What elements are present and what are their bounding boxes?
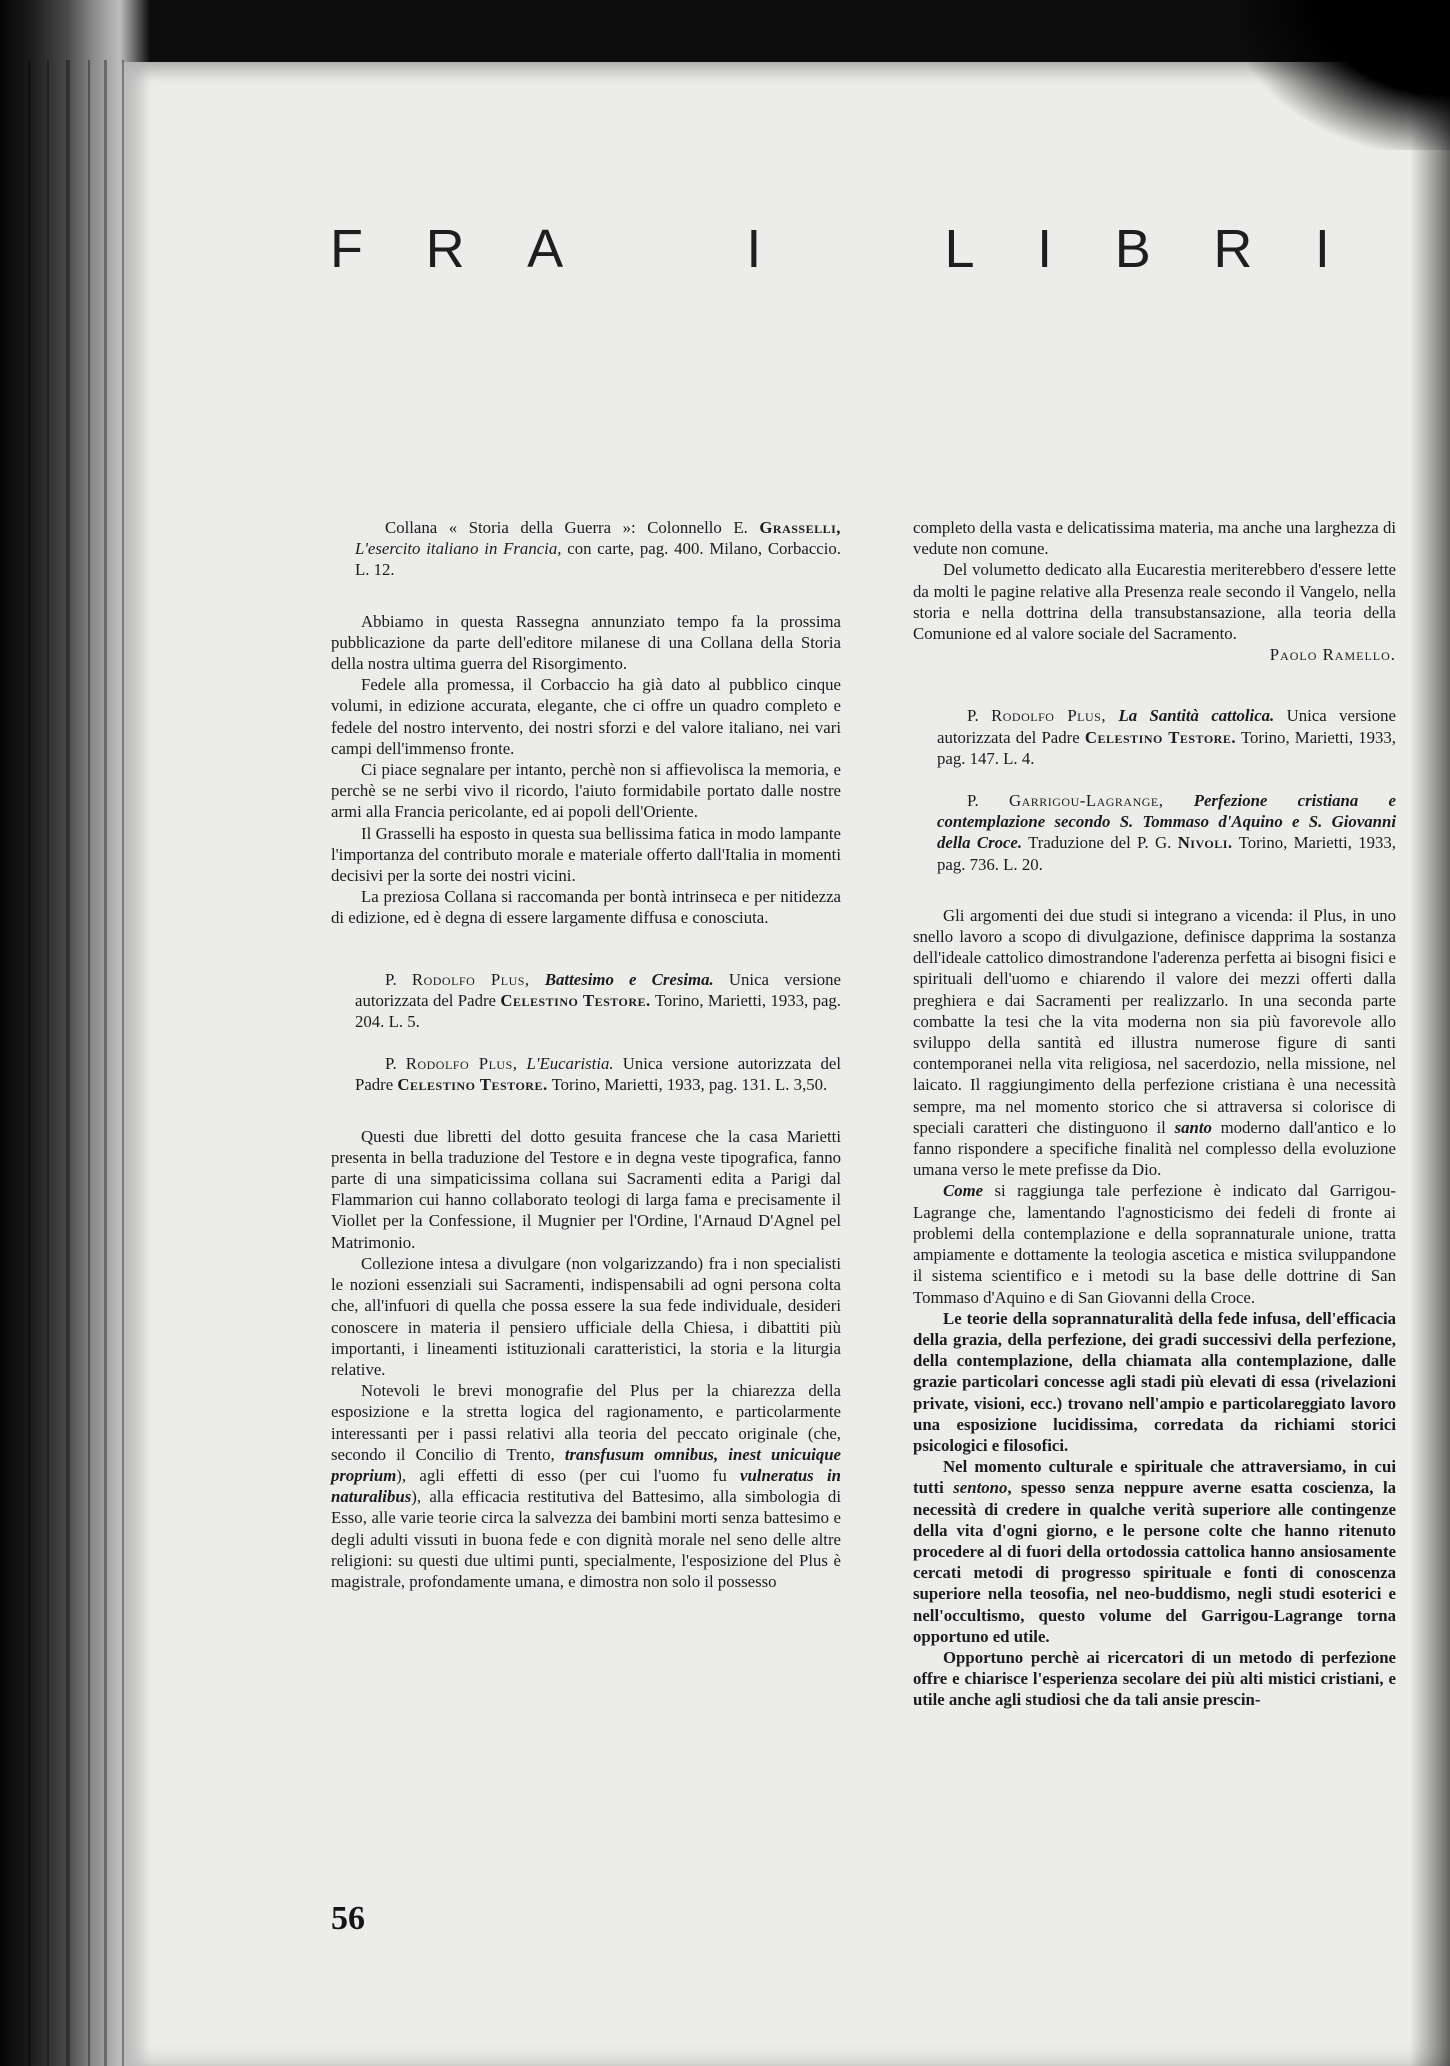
italic-word: Come [943, 1181, 984, 1201]
para-text: si raggiunga tale perfezione è indicato dal Garrigou-Lagrange che, lamentando l'agnosticismo dei fedeli di fronte ai problemi della contemplazione e della soprannaturale unione, tratta ampiamente e dottamente la teologia ascetica e mistica sviluppandone il sistema scientifico e i metodi su la base delle dottrine di San Tommaso d'Aquino e di San Giovanni della Croce. [913, 1181, 1397, 1307]
section-title [330, 218, 1330, 280]
para-text: Nel momento culturale e spirituale che attraversiamo, in cui tutti [913, 1457, 1396, 1498]
right-column [913, 517, 1396, 1711]
review-paragraph: Abbiamo in questa Rassegna annunziato tempo fa la prossima pubblicazione da parte dell'editore milanese di una Collana della Storia della nostra ultima guerra del Risorgimento. [331, 611, 841, 674]
ref-translator: Celestino Testore. [397, 1075, 548, 1095]
ref-details: Torino, Marietti, 1933, pag. 147. L. 4. [937, 727, 1396, 768]
ref-details: Torino, Marietti, 1933, pag. 736. L. 20. [937, 833, 1396, 874]
review-paragraph: Questi due libretti del dotto gesuita francese che la casa Marietti presenta in bella traduzione del Testore e in degna veste tipografica, fanno parte di una simpaticissima collana sui Sacramenti edita a Parigi dal Flammarion cui hanno collaborato teologi di larga fama e precisamente il Viollet per la Confessione, il Mugnier per l'Ordine, l'Arnaud D'Agnel pel Matrimonio. [331, 1126, 841, 1252]
book-reference [331, 517, 841, 581]
ref-title: L'Eucaristia. [526, 1054, 614, 1074]
ref-text: Unica versione autorizzata del Padre [937, 706, 1396, 747]
latin-quote: transfusum omnibus, inest unicuique proprium [331, 1444, 841, 1485]
para-text: moderno dall'antico e lo fanno rispondere a specifiche finalità nel complesso della evoluzione umana verso le mete prefisse da Dio. [913, 1117, 1397, 1180]
review-paragraph: Collezione intesa a divulgare (non volgarizzando) fra i non specialisti le nozioni essenziali sui Sacramenti, indispensabili ad ogni persona colta che, all'infuori di quella che possa essere la sua fede individuale, desideri conoscere in materia il pensiero ufficiale della Chiesa, i dibattiti più importanti, i lineamenti istituzionali caratteristici, la storia e la liturgia relative. [331, 1253, 841, 1379]
review-paragraph: Fedele alla promessa, il Corbaccio ha già dato al pubblico cinque volumi, in edizione accurata, elegante, che ci offre un quadro completo e fedele del nostro intervento, dei nostri sforzi e del valore italiano, nei vari campi dell'immenso fronte. [331, 675, 841, 758]
right-edge-shadow [1410, 60, 1450, 2066]
ref-details: Torino, Marietti, 1933, pag. 204. L. 5. [355, 990, 841, 1032]
title-letter: F [330, 219, 363, 279]
page-number: 56 [331, 1900, 365, 1937]
para-text: Notevoli le brevi monografie del Plus per la chiarezza della esposizione e la stretta logica del ragionamento, e particolarmente interessanti per i passi relativi alla teoria del peccato originale (che, secondo il Concilio di Trento, [331, 1381, 841, 1464]
review-paragraph: Il Grasselli ha esposto in questa sua bellissima fatica in modo lampante l'importanza del contributo morale e materiale offerto dall'Italia in momenti decisivi per la sorte dei nostri vicini. [331, 823, 841, 886]
title-letter: R [1213, 219, 1253, 279]
review-paragraph: Le teorie della soprannaturalità della fede infusa, dell'efficacia della grazia, della perfezione, dei gradi successivi della perfezione, della contemplazione, della chiamata alla contemplazione, dalle grazie particolari concesse agli stadi più elevati di essa (rivelazioni private, visioni, ecc.) trovano nell'ampio e particolareggiato lavoro una esposizione lucidissima, corredata da richiami storici psicologici e filosofici. [913, 1308, 1396, 1455]
ref-author: Grasselli, [759, 518, 841, 537]
reviewer-signature: Paolo Ramello. [1269, 645, 1396, 665]
para-text: , spesso senza neppure averne esatta coscienza, la necessità di credere in qualche verità superiore alle contingenze della vita d'ogni giorno, e le persone colte che hanno ritenuto procedere al di fuori della ortodossia cattolica hanno ansiosamente cercati metodi di progresso spirituale e fonti di conoscenza superiore nella teosofia, nel neo-buddismo, negli studi esoterici e nell'occultismo, questo volume del Garrigou-Lagrange torna opportuno ed utile. [913, 1478, 1396, 1646]
book-binding-shadow [0, 0, 150, 2066]
review-paragraph: Opportuno perchè ai ricercatori di un metodo di perfezione offre e chiarisce l'esperienza secolare dei più alti mistici cristiani, e utile anche agli studiosi che da tali ansie prescin- [913, 1647, 1396, 1710]
ref-series: Collana « Storia della Guerra »: Colonnello E. [385, 518, 748, 537]
ref-text: Unica versione autorizzata del Padre [355, 1054, 842, 1095]
ref-title: L'esercito italiano in Francia, [355, 539, 562, 559]
ref-author: Rodolfo Plus, [405, 1054, 518, 1074]
review-paragraph: Ci piace segnalare per intanto, perchè non si affievolisca la memoria, e perchè se ne serbi vivo il ricordo, l'aiuto formidabile portato dalle nostre armi alla Francia pericolante, ed ai popoli dell'Oriente. [331, 760, 841, 822]
title-letter: I [746, 219, 762, 279]
review-paragraph [913, 905, 1396, 1181]
review-paragraph: Del volumetto dedicato alla Eucarestia meriterebbero d'essere lette da molti le pagine relative alla Presenza reale secondo il Vangelo, nella storia e nella dottrina della transubstansazione, alla teoria della Comunione ed al valore sociale del Sacramento. [913, 560, 1396, 644]
para-text: ), alla efficacia restitutiva del Battesimo, alla simbologia di Esso, alle varie teorie circa la salvezza dei bambini morti senza battesimo e degli adulti vissuti in buona fede e con dignità morale nel seno delle altre religioni: su questi due ultimi punti, specialmente, l'esposizione del Plus è magistrale, profondamente umana, e dimostra non solo il possesso [331, 1487, 841, 1591]
ref-text: Unica versione autorizzata del Padre [355, 969, 842, 1010]
book-reference [331, 1053, 841, 1095]
book-reference [913, 705, 1396, 769]
ref-details: Torino, Marietti, 1933, pag. 131. L. 3,50. [551, 1075, 828, 1095]
ref-text: Traduzione del P. G. [1028, 833, 1172, 853]
ref-translator: Celestino Testore. [1084, 727, 1237, 747]
para-text: Gli argomenti dei due studi si integrano a vicenda: il Plus, in uno snello lavoro a scopo di divulgazione, definisce dapprima la sostanza dell'ideale cattolico dimostrandone l'aderenza perfetta ai bisogni fisici e spirituali dell'uomo e chiarendo il valore dei mezzi offerti dalla preghiera e dai Sacramenti per realizzarlo. In una seconda parte combatte la tesi che la vita moderna non sia più favorevole allo sviluppo della santità ed illustra numerose figure di santi contemporanei nella vita religiosa, nel sacerdozio, nella missione, nel laicato. Il raggiungimento della perfezione cristiana è una necessità sempre, ma nel momento storico che si attraversa si colorisce di speciali caratteri che distinguono il [913, 905, 1396, 1137]
italic-word: santo [1174, 1117, 1212, 1137]
ref-author: Rodolfo Plus, [411, 969, 530, 989]
ref-author: Garrigou-Lagrange, [1008, 791, 1164, 811]
review-paragraph [913, 1180, 1396, 1307]
title-letter: L [944, 219, 975, 279]
latin-quote: vulneratus in naturalibus [331, 1465, 841, 1507]
title-letter: A [527, 219, 564, 279]
ref-title: Battesimo e Cresima. [544, 969, 714, 989]
ref-prefix: P. [385, 969, 397, 989]
ref-prefix: P. [967, 706, 979, 726]
ref-prefix: P. [385, 1054, 397, 1074]
title-letter: B [1114, 219, 1151, 279]
review-paragraph: La preziosa Collana si raccomanda per bontà intrinseca e per nitidezza di edizione, ed è degna di essere largamente diffusa e conosciuta. [331, 887, 841, 928]
italic-word: sentono [953, 1478, 1008, 1498]
ref-translator: Celestino Testore. [500, 990, 651, 1010]
ref-author: Rodolfo Plus, [991, 706, 1107, 726]
review-paragraph [331, 1380, 841, 1592]
title-letter: I [1037, 219, 1053, 279]
ref-prefix: P. [967, 791, 979, 811]
ref-title: La Santità cattolica. [1118, 706, 1275, 726]
book-reference [913, 790, 1396, 875]
title-letter: I [1314, 219, 1330, 279]
review-paragraph: completo della vasta e delicatissima materia, ma anche una larghezza di vedute non comune. [913, 518, 1396, 559]
book-reference [331, 969, 841, 1033]
title-letter: R [425, 219, 465, 279]
ref-details: con carte, pag. 400. Milano, Corbaccio. L. 12. [355, 539, 841, 580]
review-paragraph [913, 1456, 1396, 1647]
ref-title: Perfezione cristiana e contemplazione secondo S. Tommaso d'Aquino e S. Giovanni della Croce. [937, 791, 1396, 853]
para-text: ), agli effetti di esso (per cui l'uomo fu [396, 1465, 727, 1485]
ref-translator: Nivoli. [1177, 833, 1233, 853]
left-column [331, 517, 841, 1592]
